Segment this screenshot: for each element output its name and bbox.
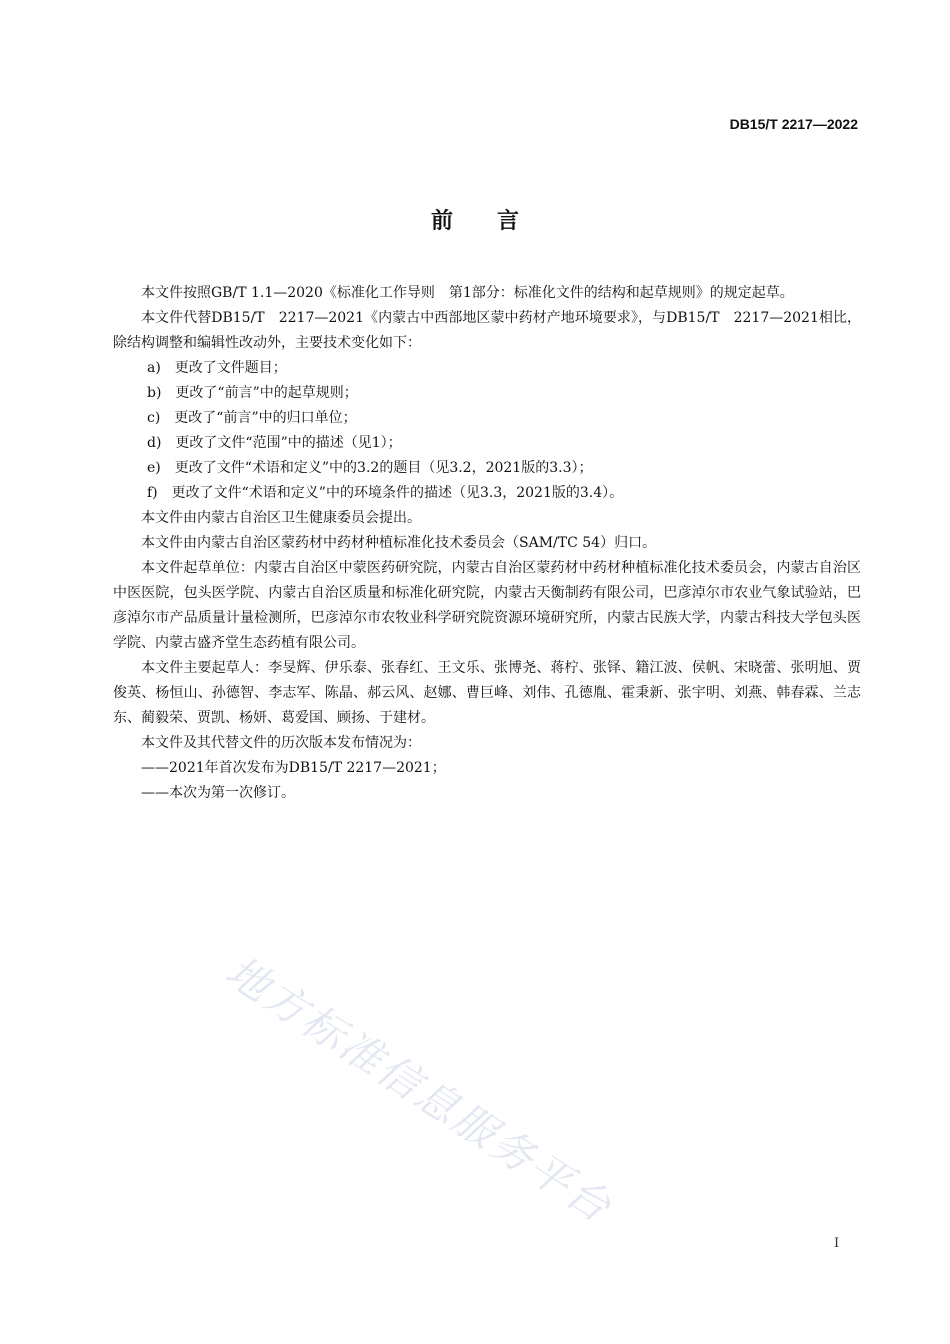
paragraph-proposer: 本文件由内蒙古自治区卫生健康委员会提出。 (141, 510, 421, 526)
watermark: 地方标准信息服务平台 (217, 946, 622, 1233)
page-number: I (834, 1236, 840, 1251)
list-item: c) 更改了“前言”中的归口单位； (147, 410, 357, 426)
foreword-body (113, 281, 861, 806)
paragraph-drafters: 本文件主要起草人：李旻辉、伊乐泰、张春红、王文乐、张博尧、蒋柠、张铎、籍江波、侯帆、宋晓蕾、张明旭、贾俊英、杨恒山、孙德智、李志军、陈晶、郝云风、赵娜、曹巨峰、刘伟、孔德胤、霍秉新、张宇明、刘燕、韩春霖、兰志东、蔺毅荣、贾凯、杨妍、葛爱国、顾扬、于建材。 (113, 660, 861, 726)
paragraph-administrator: 本文件由内蒙古自治区蒙药材中药材种植标准化技术委员会（SAM/TC 54）归口。 (141, 535, 657, 551)
list-item: f) 更改了文件“术语和定义”中的环境条件的描述（见3.3，2021版的3.4）。 (147, 485, 624, 501)
section-title: 前言 (430, 209, 563, 234)
list-item: e) 更改了文件“术语和定义”中的3.2的题目（见3.2，2021版的3.3）； (147, 460, 593, 476)
paragraph-drafting-units: 本文件起草单位：内蒙古自治区中蒙医药研究院，内蒙古自治区蒙药材中药材种植标准化技术委员会，内蒙古自治区中医医院，包头医学院、内蒙古自治区质量和标准化研究院，内蒙古天衡制药有限公司，巴彦淖尔市农业气象试验站，巴彦淖尔市产品质量计量检测所，巴彦淖尔市农牧业科学研究院资源环境研究所，内蒙古民族大学，内蒙古科技大学包头医学院、内蒙古盛齐堂生态药植有限公司。 (113, 560, 861, 651)
paragraph-replacement: 本文件代替DB15/T 2217—2021《内蒙古中西部地区蒙中药材产地环境要求》，与DB15/T 2217—2021相比，除结构调整和编辑性改动外，主要技术变化如下： (113, 310, 861, 351)
paragraph-drafting-rules: 本文件按照GB/T 1.1—2020《标准化工作导则 第1部分：标准化文件的结构和起草规则》的规定起草。 (141, 285, 794, 301)
list-item: d) 更改了文件“范围”中的描述（见1）； (147, 435, 402, 451)
history-item: ——2021年首次发布为DB15/T 2217—2021； (141, 760, 446, 776)
list-item: a) 更改了文件题目； (147, 360, 287, 376)
paragraph-history: 本文件及其代替文件的历次版本发布情况为： (141, 735, 421, 751)
list-item: b) 更改了“前言”中的起草规则； (147, 385, 358, 401)
document-number: DB15/T 2217—2022 (729, 116, 858, 132)
history-item: ——本次为第一次修订。 (141, 785, 295, 801)
